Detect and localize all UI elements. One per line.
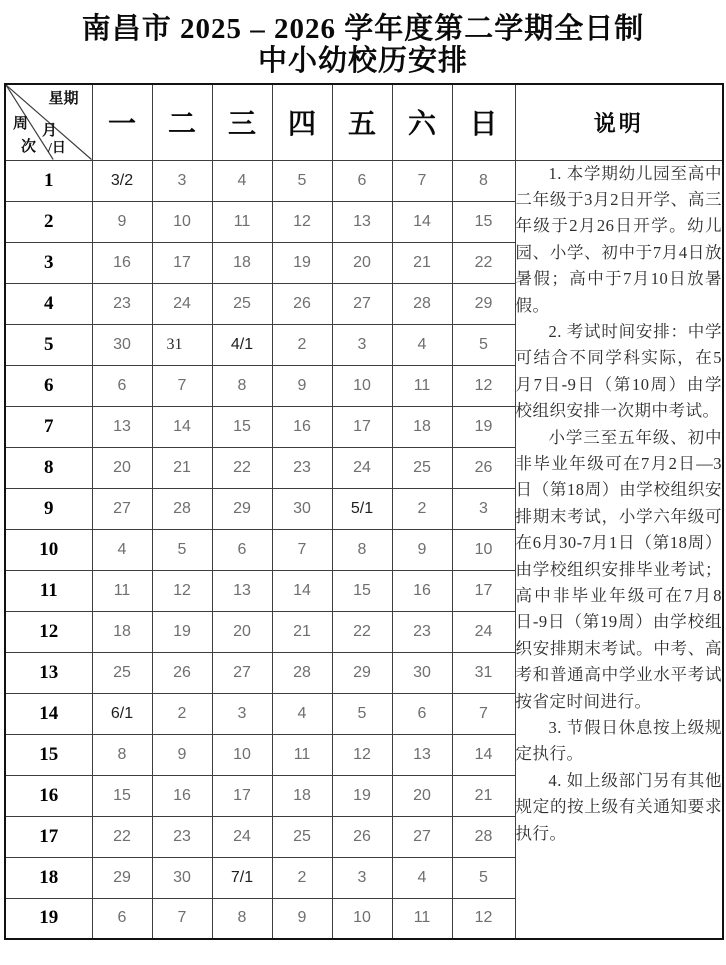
date-cell: 10 [452, 529, 515, 570]
date-cell: 28 [452, 816, 515, 857]
date-cell: 28 [392, 283, 452, 324]
week-number: 16 [5, 775, 92, 816]
date-cell: 5 [152, 529, 212, 570]
date-cell: 14 [272, 570, 332, 611]
date-cell: 15 [212, 406, 272, 447]
date-cell: 2 [152, 693, 212, 734]
date-cell: 11 [392, 365, 452, 406]
date-cell: 25 [212, 283, 272, 324]
date-cell: 23 [92, 283, 152, 324]
date-cell: 29 [212, 488, 272, 529]
week-number: 8 [5, 447, 92, 488]
date-cell: 5 [452, 324, 515, 365]
date-cell: 16 [152, 775, 212, 816]
date-cell: 12 [452, 898, 515, 939]
date-cell: 8 [92, 734, 152, 775]
document-title [0, 0, 726, 77]
corner-day-label: /日 [48, 141, 66, 156]
week-row-1 [5, 160, 723, 201]
date-cell: 4/1 [212, 324, 272, 365]
date-cell: 21 [452, 775, 515, 816]
week-number: 11 [5, 570, 92, 611]
date-cell: 19 [452, 406, 515, 447]
date-cell: 7 [272, 529, 332, 570]
date-cell: 17 [212, 775, 272, 816]
date-cell: 30 [392, 652, 452, 693]
date-cell: 22 [92, 816, 152, 857]
date-cell: 9 [272, 898, 332, 939]
title-line-1: 南昌市 2025 – 2026 学年度第二学期全日制 [81, 13, 645, 45]
week-number: 17 [5, 816, 92, 857]
day-header-tue: 二 [152, 84, 212, 160]
date-cell: 9 [92, 201, 152, 242]
date-cell: 13 [92, 406, 152, 447]
date-cell: 9 [272, 365, 332, 406]
date-cell: 18 [272, 775, 332, 816]
week-number: 1 [5, 160, 92, 201]
date-cell: 27 [332, 283, 392, 324]
date-cell: 28 [272, 652, 332, 693]
date-cell: 18 [212, 242, 272, 283]
date-cell: 29 [92, 857, 152, 898]
date-cell: 8 [452, 160, 515, 201]
date-cell: 23 [152, 816, 212, 857]
school-calendar-table [4, 83, 724, 940]
date-cell: 29 [332, 652, 392, 693]
corner-week-label-top: 周 [13, 116, 29, 132]
week-number: 7 [5, 406, 92, 447]
date-cell: 5 [332, 693, 392, 734]
date-cell: 7 [152, 365, 212, 406]
notes-paragraph: 3. 节假日休息按上级规定执行。 [515, 718, 722, 764]
week-number: 2 [5, 201, 92, 242]
date-cell: 30 [272, 488, 332, 529]
date-cell: 31 [152, 324, 212, 365]
date-cell: 8 [212, 365, 272, 406]
week-number: 4 [5, 283, 92, 324]
date-cell: 17 [452, 570, 515, 611]
calendar-table-body [5, 160, 723, 939]
date-cell: 6 [92, 898, 152, 939]
date-cell: 24 [332, 447, 392, 488]
title-line-2: 中小幼校历安排 [257, 45, 468, 77]
date-cell: 27 [392, 816, 452, 857]
date-cell: 16 [92, 242, 152, 283]
date-cell: 7 [452, 693, 515, 734]
date-cell: 2 [392, 488, 452, 529]
date-cell: 3 [452, 488, 515, 529]
date-cell: 29 [452, 283, 515, 324]
date-cell: 24 [152, 283, 212, 324]
date-cell: 23 [392, 611, 452, 652]
date-cell: 26 [452, 447, 515, 488]
day-header-sun: 日 [452, 84, 515, 160]
date-cell: 22 [332, 611, 392, 652]
date-cell: 12 [332, 734, 392, 775]
date-cell: 7/1 [212, 857, 272, 898]
date-cell: 8 [212, 898, 272, 939]
day-header-fri: 五 [332, 84, 392, 160]
date-cell: 15 [92, 775, 152, 816]
date-cell: 20 [212, 611, 272, 652]
notes-paragraph: 小学三至五年级、初中非毕业年级可在7月2日—3日（第18周）由学校组织安排期末考试，小学六年级可在6月30-7月1日（第18周）由学校组织安排毕业考试；高中非毕业年级可在7月8日-9日（第19周）由学校组织安排期末考试。中考、高考和普通高中学业水平考试按省定时间进行。 [515, 427, 722, 711]
date-cell: 21 [272, 611, 332, 652]
notes-header: 说明 [515, 84, 723, 160]
date-cell: 4 [392, 857, 452, 898]
date-cell: 10 [152, 201, 212, 242]
date-cell: 14 [152, 406, 212, 447]
week-number: 19 [5, 898, 92, 939]
date-cell: 26 [332, 816, 392, 857]
date-cell: 9 [392, 529, 452, 570]
week-number: 10 [5, 529, 92, 570]
date-cell: 5 [272, 160, 332, 201]
date-cell: 5 [452, 857, 515, 898]
date-cell: 11 [92, 570, 152, 611]
date-cell: 26 [272, 283, 332, 324]
date-cell: 17 [332, 406, 392, 447]
date-cell: 30 [152, 857, 212, 898]
date-cell: 19 [332, 775, 392, 816]
date-cell: 11 [392, 898, 452, 939]
date-cell: 10 [332, 365, 392, 406]
date-cell: 4 [212, 160, 272, 201]
date-cell: 10 [332, 898, 392, 939]
notes-paragraph: 2. 考试时间安排：中学可结合不同学科实际，在5月7日-9日（第10周）由学校组织安排一次期中考试。 [515, 321, 722, 421]
week-number: 12 [5, 611, 92, 652]
date-cell: 14 [392, 201, 452, 242]
date-cell: 24 [212, 816, 272, 857]
date-cell: 13 [392, 734, 452, 775]
date-cell: 12 [272, 201, 332, 242]
date-cell: 21 [152, 447, 212, 488]
day-header-thu: 四 [272, 84, 332, 160]
date-cell: 30 [92, 324, 152, 365]
date-cell: 25 [272, 816, 332, 857]
week-number: 14 [5, 693, 92, 734]
date-cell: 31 [452, 652, 515, 693]
date-cell: 17 [152, 242, 212, 283]
notes-paragraph: 4. 如上级部门另有其他规定的按上级有关通知要求执行。 [515, 770, 722, 843]
date-cell: 19 [152, 611, 212, 652]
date-cell: 28 [152, 488, 212, 529]
date-cell: 16 [272, 406, 332, 447]
week-number: 13 [5, 652, 92, 693]
date-cell: 19 [272, 242, 332, 283]
date-cell: 3 [332, 324, 392, 365]
date-cell: 8 [332, 529, 392, 570]
date-cell: 4 [272, 693, 332, 734]
date-cell: 4 [92, 529, 152, 570]
corner-month-label: 月 [42, 123, 58, 139]
date-cell: 11 [272, 734, 332, 775]
date-cell: 16 [392, 570, 452, 611]
day-header-wed: 三 [212, 84, 272, 160]
week-number: 3 [5, 242, 92, 283]
date-cell: 6 [92, 365, 152, 406]
date-cell: 4 [392, 324, 452, 365]
date-cell: 10 [212, 734, 272, 775]
date-cell: 7 [392, 160, 452, 201]
date-cell: 3 [152, 160, 212, 201]
notes-content [515, 160, 723, 939]
week-number: 18 [5, 857, 92, 898]
date-cell: 20 [332, 242, 392, 283]
date-cell: 20 [392, 775, 452, 816]
date-cell: 21 [392, 242, 452, 283]
date-cell: 6 [212, 529, 272, 570]
date-cell: 12 [152, 570, 212, 611]
corner-week-label-bottom: 次 [21, 139, 37, 155]
date-cell: 9 [152, 734, 212, 775]
corner-header-cell [5, 84, 92, 160]
date-cell: 26 [152, 652, 212, 693]
date-cell: 2 [272, 857, 332, 898]
date-cell: 15 [452, 201, 515, 242]
date-cell: 5/1 [332, 488, 392, 529]
date-cell: 13 [212, 570, 272, 611]
week-number: 15 [5, 734, 92, 775]
date-cell: 7 [152, 898, 212, 939]
date-cell: 22 [212, 447, 272, 488]
date-cell: 12 [452, 365, 515, 406]
date-cell: 25 [92, 652, 152, 693]
day-header-sat: 六 [392, 84, 452, 160]
date-cell: 27 [212, 652, 272, 693]
date-cell: 18 [392, 406, 452, 447]
date-cell: 27 [92, 488, 152, 529]
week-number: 9 [5, 488, 92, 529]
date-cell: 6 [392, 693, 452, 734]
date-cell: 18 [92, 611, 152, 652]
date-cell: 3 [332, 857, 392, 898]
date-cell: 11 [212, 201, 272, 242]
date-cell: 13 [332, 201, 392, 242]
week-number: 6 [5, 365, 92, 406]
date-cell: 20 [92, 447, 152, 488]
corner-weekday-label: 星期 [48, 91, 79, 107]
date-cell: 6/1 [92, 693, 152, 734]
week-number: 5 [5, 324, 92, 365]
date-cell: 23 [272, 447, 332, 488]
date-cell: 25 [392, 447, 452, 488]
date-cell: 3 [212, 693, 272, 734]
date-cell: 2 [272, 324, 332, 365]
date-cell: 15 [332, 570, 392, 611]
date-cell: 22 [452, 242, 515, 283]
notes-paragraph: 1. 本学期幼儿园至高中二年级于3月2日开学、高三年级于2月26日开学。幼儿园、小学、初中于7月4日放暑假；高中于7月10日放暑假。 [515, 163, 722, 315]
date-cell: 24 [452, 611, 515, 652]
date-cell: 3/2 [92, 160, 152, 201]
date-cell: 14 [452, 734, 515, 775]
day-header-mon: 一 [92, 84, 152, 160]
header-row [5, 84, 723, 160]
date-cell: 6 [332, 160, 392, 201]
